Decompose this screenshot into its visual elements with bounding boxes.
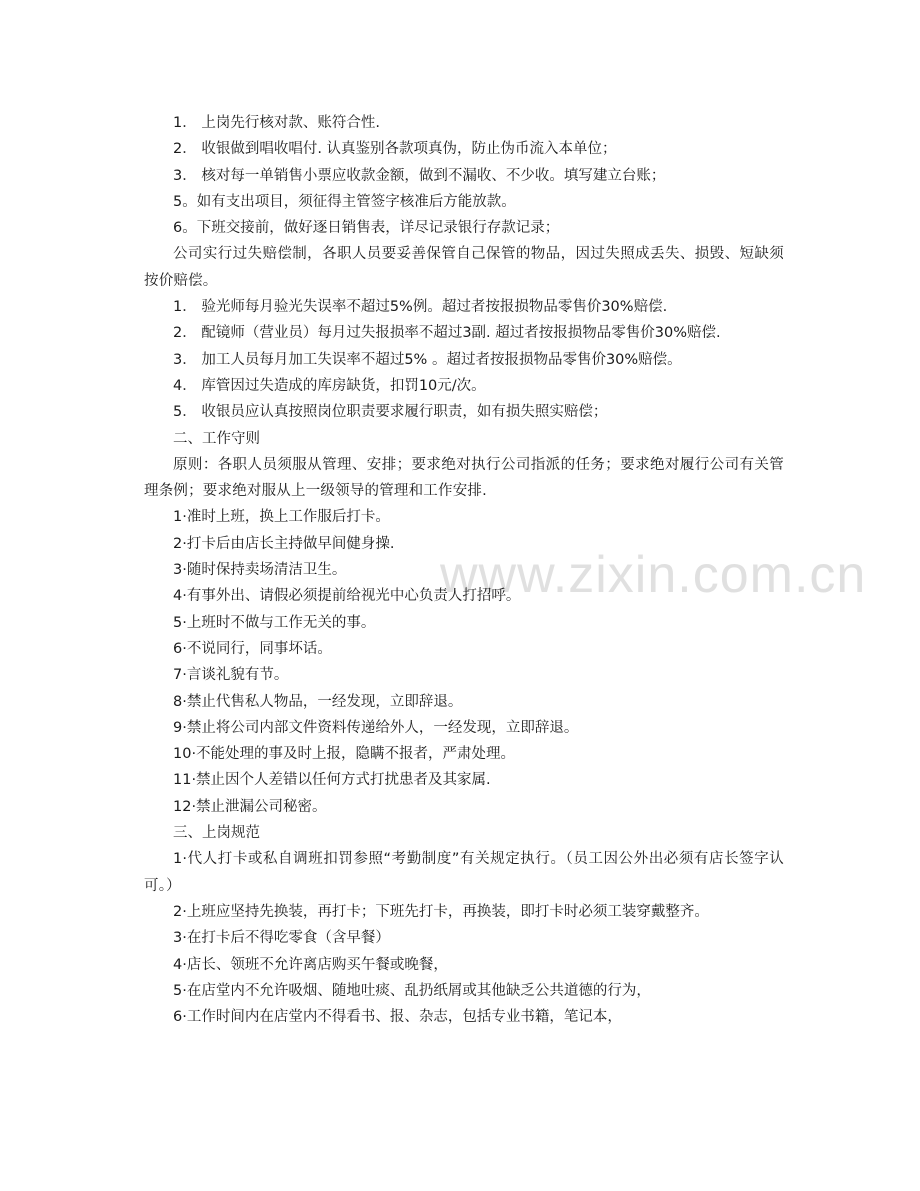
text-line: 5。如有支出项目，须征得主管签字核准后方能放款。 bbox=[173, 193, 516, 210]
text-line: 6·工作时间内在店堂内不得看书、报、杂志，包括专业书籍，笔记本， bbox=[173, 1009, 622, 1026]
text-line: 1． 上岗先行核对款、账符合性. bbox=[173, 115, 380, 131]
text-line: 8·禁止代售私人物品，一经发现，立即辞退。 bbox=[173, 693, 463, 710]
text-line: 7·言谈礼貌有节。 bbox=[173, 667, 289, 684]
text-line: 2． 配镜师（营业员）每月过失报损率不超过3副. 超过者按报损物品零售价30%赔偿. bbox=[173, 325, 721, 342]
text-line: 2·打卡后由店长主持做早间健身操. bbox=[173, 535, 395, 552]
document-body bbox=[144, 110, 784, 1030]
text-line: 5·上班时不做与工作无关的事。 bbox=[173, 614, 376, 631]
text-line: 1·准时上班，换上工作服后打卡。 bbox=[173, 509, 390, 526]
text-line: 2·上班应坚持先换装，再打卡；下班先打卡，再换装，即打卡时必须工装穿戴整齐。 bbox=[173, 903, 709, 920]
text-line: 4·店长、领班不允许离店购买午餐或晚餐， bbox=[173, 956, 448, 973]
text-line: 2． 收银做到唱收唱付. 认真鉴别各款项真伪，防止伪币流入本单位； bbox=[173, 141, 617, 158]
text-line: 11·禁止因个人差错以任何方式打扰患者及其家属. bbox=[173, 772, 491, 789]
text-line: 3·随时保持卖场清洁卫生。 bbox=[173, 562, 347, 579]
paragraph: 原则：各职人员须服从管理、安排；要求绝对执行公司指派的任务；要求绝对履行公司有关管理条例；要求绝对服从上一级领导的管理和工作安排. bbox=[144, 456, 784, 500]
text-line: 5·在店堂内不允许吸烟、随地吐痰、乱扔纸屑或其他缺乏公共道德的行为， bbox=[173, 982, 651, 999]
text-line: 10·不能处理的事及时上报，隐瞒不报者，严肃处理。 bbox=[173, 746, 516, 763]
text-line: 3． 核对每一单销售小票应收款金额，做到不漏收、不少收。填写建立台账； bbox=[173, 167, 666, 184]
text-line: 3． 加工人员每月加工失误率不超过5% 。超过者按报损物品零售价30%赔偿。 bbox=[173, 351, 682, 368]
paragraph: 公司实行过失赔偿制，各职人员要妥善保管自己保管的物品，因过失照成丢失、损毁、短缺须按价赔偿。 bbox=[144, 246, 784, 289]
text-line: 6。下班交接前，做好逐日销售表，详尽记录银行存款记录； bbox=[173, 220, 560, 237]
text-line: 6·不说同行，同事坏话。 bbox=[173, 640, 332, 657]
paragraph: 1·代人打卡或私自调班扣罚参照“考勤制度”有关规定执行。（员工因公外出必须有店长签字认可。） bbox=[144, 851, 784, 894]
text-line: 4． 库管因过失造成的库房缺货，扣罚10元/次。 bbox=[173, 377, 486, 394]
text-line: 9·禁止将公司内部文件资料传递给外人，一经发现，立即辞退。 bbox=[173, 719, 579, 736]
text-line: 3·在打卡后不得吃零食（含早餐） bbox=[173, 930, 390, 947]
text-line: 12·禁止泄漏公司秘密。 bbox=[173, 798, 327, 815]
section-heading: 三、上岗规范 bbox=[173, 825, 260, 842]
section-heading: 二、工作守则 bbox=[173, 430, 260, 447]
text-line: 1． 验光师每月验光失误率不超过5%例。超过者按报损物品零售价30%赔偿. bbox=[173, 299, 668, 316]
text-line: 5． 收银员应认真按照岗位职责要求履行职责，如有损失照实赔偿； bbox=[173, 404, 608, 421]
text-line: 4·有事外出、请假必须提前给视光中心负责人打招呼。 bbox=[173, 588, 521, 605]
watermark: www.zixin.com.cn bbox=[440, 546, 867, 604]
